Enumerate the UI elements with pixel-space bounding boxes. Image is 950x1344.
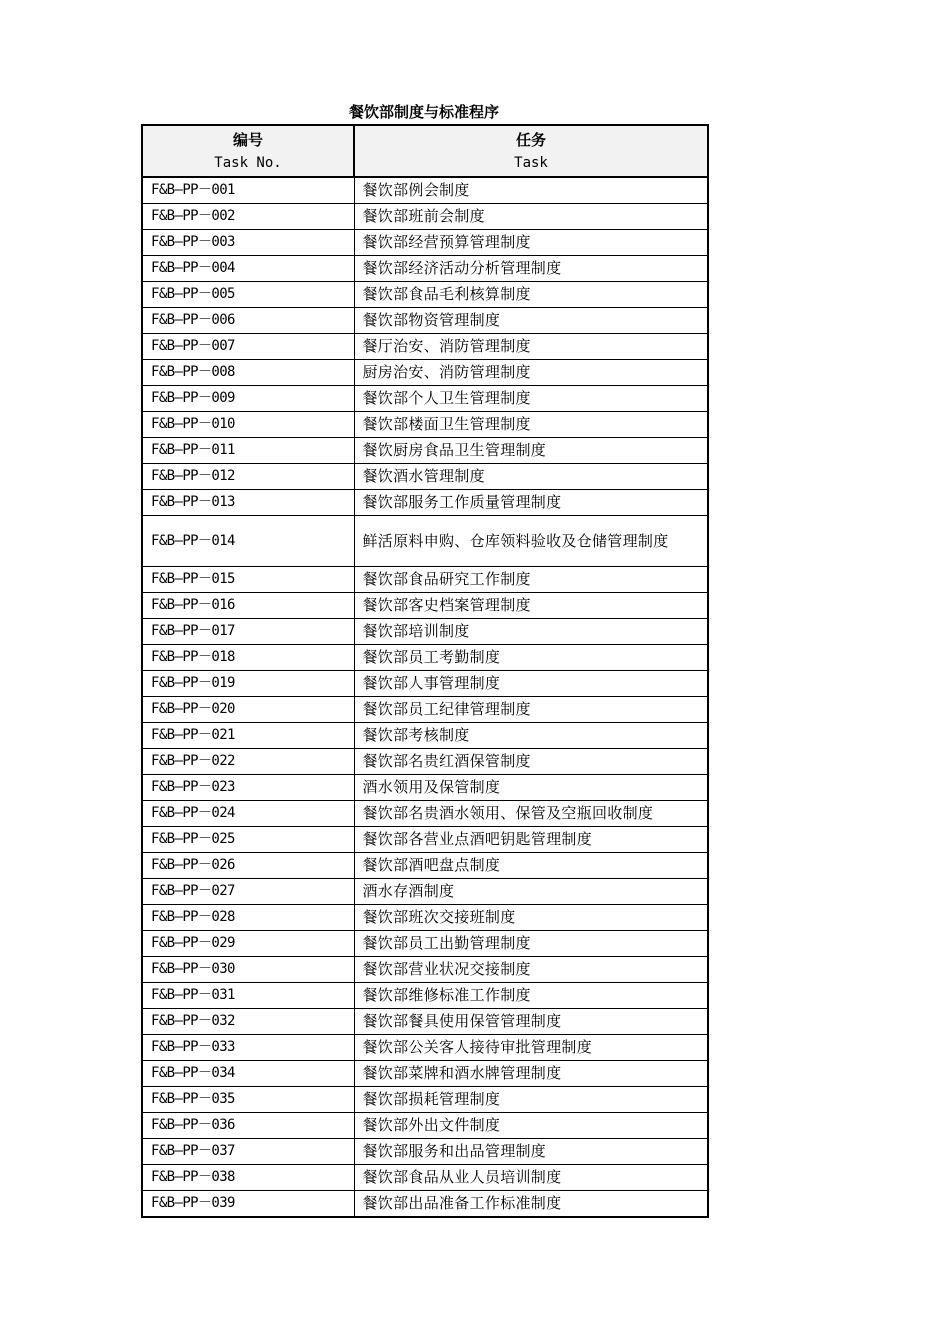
table-row [142, 1035, 708, 1061]
header-task-no [142, 125, 354, 177]
table-row [142, 282, 708, 308]
table-row [142, 1165, 708, 1191]
task-name-cell: 餐饮部外出文件制度 [354, 1113, 708, 1139]
task-code-cell: F&B—PP－018 [142, 645, 354, 671]
table-row [142, 645, 708, 671]
table-row [142, 334, 708, 360]
table-row [142, 671, 708, 697]
task-name-cell: 餐饮部人事管理制度 [354, 671, 708, 697]
task-name-cell: 餐饮部培训制度 [354, 619, 708, 645]
header-task-zh: 任务 [515, 131, 546, 149]
table-row [142, 593, 708, 619]
task-code-cell: F&B—PP－002 [142, 204, 354, 230]
table-row [142, 619, 708, 645]
task-name-cell: 厨房治安、消防管理制度 [354, 360, 708, 386]
table-row [142, 697, 708, 723]
task-code-cell: F&B—PP－013 [142, 490, 354, 516]
table-row [142, 1087, 708, 1113]
task-code-cell: F&B—PP－039 [142, 1191, 354, 1218]
task-name-cell: 餐饮厨房食品卫生管理制度 [354, 438, 708, 464]
task-name-cell: 餐饮部菜牌和酒水牌管理制度 [354, 1061, 708, 1087]
table-row [142, 360, 708, 386]
table-row [142, 983, 708, 1009]
task-code-cell: F&B—PP－016 [142, 593, 354, 619]
table-row [142, 386, 708, 412]
task-code-cell: F&B—PP－006 [142, 308, 354, 334]
table-row [142, 1009, 708, 1035]
table-row [142, 1191, 708, 1218]
task-code-cell: F&B—PP－033 [142, 1035, 354, 1061]
task-code-cell: F&B—PP－038 [142, 1165, 354, 1191]
task-table [141, 124, 709, 1218]
task-name-cell: 餐饮部损耗管理制度 [354, 1087, 708, 1113]
task-name-cell: 餐饮部员工考勤制度 [354, 645, 708, 671]
task-code-cell: F&B—PP－019 [142, 671, 354, 697]
table-row [142, 1139, 708, 1165]
task-name-cell: 餐饮部客史档案管理制度 [354, 593, 708, 619]
table-row [142, 1061, 708, 1087]
task-name-cell: 餐饮部楼面卫生管理制度 [354, 412, 708, 438]
task-name-cell: 餐饮部服务工作质量管理制度 [354, 490, 708, 516]
table-row [142, 516, 708, 567]
table-row [142, 256, 708, 282]
task-name-cell: 餐饮酒水管理制度 [354, 464, 708, 490]
task-code-cell: F&B—PP－020 [142, 697, 354, 723]
task-name-cell: 餐饮部经营预算管理制度 [354, 230, 708, 256]
task-name-cell: 餐饮部服务和出品管理制度 [354, 1139, 708, 1165]
table-row [142, 464, 708, 490]
task-code-cell: F&B—PP－015 [142, 567, 354, 593]
table-row [142, 957, 708, 983]
task-code-cell: F&B—PP－005 [142, 282, 354, 308]
task-code-cell: F&B—PP－028 [142, 905, 354, 931]
task-name-cell: 餐饮部食品研究工作制度 [354, 567, 708, 593]
task-name-cell: 餐饮部食品从业人员培训制度 [354, 1165, 708, 1191]
task-name-cell: 餐饮部营业状况交接制度 [354, 957, 708, 983]
task-code-cell: F&B—PP－012 [142, 464, 354, 490]
task-code-cell: F&B—PP－010 [142, 412, 354, 438]
table-row [142, 177, 708, 204]
table-row [142, 438, 708, 464]
header-task-no-zh: 编号 [232, 131, 263, 149]
task-code-cell: F&B—PP－029 [142, 931, 354, 957]
table-row [142, 827, 708, 853]
task-name-cell: 餐饮部员工纪律管理制度 [354, 697, 708, 723]
task-code-cell: F&B—PP－003 [142, 230, 354, 256]
table-row [142, 204, 708, 230]
task-code-cell: F&B—PP－023 [142, 775, 354, 801]
task-name-cell: 餐饮部考核制度 [354, 723, 708, 749]
task-name-cell: 酒水领用及保管制度 [354, 775, 708, 801]
header-task-no-en: Task No. [214, 155, 282, 171]
task-code-cell: F&B—PP－008 [142, 360, 354, 386]
task-code-cell: F&B—PP－001 [142, 177, 354, 204]
table-row [142, 749, 708, 775]
table-row [142, 905, 708, 931]
task-code-cell: F&B—PP－014 [142, 516, 354, 567]
document-title: 餐饮部制度与标准程序 [348, 103, 499, 121]
table-row [142, 230, 708, 256]
task-code-cell: F&B—PP－009 [142, 386, 354, 412]
task-name-cell: 餐饮部公关客人接待审批管理制度 [354, 1035, 708, 1061]
task-code-cell: F&B—PP－026 [142, 853, 354, 879]
task-code-cell: F&B—PP－032 [142, 1009, 354, 1035]
task-code-cell: F&B—PP－017 [142, 619, 354, 645]
task-code-cell: F&B—PP－011 [142, 438, 354, 464]
task-name-cell: 餐饮部出品准备工作标准制度 [354, 1191, 708, 1218]
task-name-cell: 餐饮部班前会制度 [354, 204, 708, 230]
task-name-cell: 餐饮部餐具使用保管管理制度 [354, 1009, 708, 1035]
task-code-cell: F&B—PP－035 [142, 1087, 354, 1113]
task-code-cell: F&B—PP－021 [142, 723, 354, 749]
task-name-cell: 餐饮部酒吧盘点制度 [354, 853, 708, 879]
task-name-cell: 餐饮部食品毛利核算制度 [354, 282, 708, 308]
task-code-cell: F&B—PP－036 [142, 1113, 354, 1139]
task-code-cell: F&B—PP－030 [142, 957, 354, 983]
task-table-body [142, 177, 708, 1217]
table-header-row [142, 125, 708, 177]
task-name-cell: 餐饮部物资管理制度 [354, 308, 708, 334]
table-row [142, 1113, 708, 1139]
task-name-cell: 餐饮部各营业点酒吧钥匙管理制度 [354, 827, 708, 853]
task-name-cell: 餐饮部班次交接班制度 [354, 905, 708, 931]
task-code-cell: F&B—PP－004 [142, 256, 354, 282]
table-row [142, 567, 708, 593]
task-code-cell: F&B—PP－034 [142, 1061, 354, 1087]
table-row [142, 723, 708, 749]
table-row [142, 775, 708, 801]
header-task [354, 125, 708, 177]
task-name-cell: 酒水存酒制度 [354, 879, 708, 905]
table-row [142, 308, 708, 334]
table-row [142, 490, 708, 516]
task-code-cell: F&B—PP－027 [142, 879, 354, 905]
task-name-cell: 餐饮部例会制度 [354, 177, 708, 204]
task-name-cell: 餐饮部经济活动分析管理制度 [354, 256, 708, 282]
table-row [142, 931, 708, 957]
table-row [142, 879, 708, 905]
task-name-cell: 餐厅治安、消防管理制度 [354, 334, 708, 360]
table-row [142, 853, 708, 879]
task-code-cell: F&B—PP－025 [142, 827, 354, 853]
task-code-cell: F&B—PP－037 [142, 1139, 354, 1165]
task-name-cell: 鲜活原料申购、仓库领料验收及仓储管理制度 [354, 516, 708, 567]
table-row [142, 801, 708, 827]
table-row [142, 412, 708, 438]
task-code-cell: F&B—PP－022 [142, 749, 354, 775]
task-name-cell: 餐饮部名贵酒水领用、保管及空瓶回收制度 [354, 801, 708, 827]
task-code-cell: F&B—PP－031 [142, 983, 354, 1009]
task-code-cell: F&B—PP－007 [142, 334, 354, 360]
header-task-en: Task [514, 155, 548, 171]
task-name-cell: 餐饮部维修标准工作制度 [354, 983, 708, 1009]
task-code-cell: F&B—PP－024 [142, 801, 354, 827]
task-name-cell: 餐饮部个人卫生管理制度 [354, 386, 708, 412]
task-name-cell: 餐饮部名贵红酒保管制度 [354, 749, 708, 775]
task-name-cell: 餐饮部员工出勤管理制度 [354, 931, 708, 957]
